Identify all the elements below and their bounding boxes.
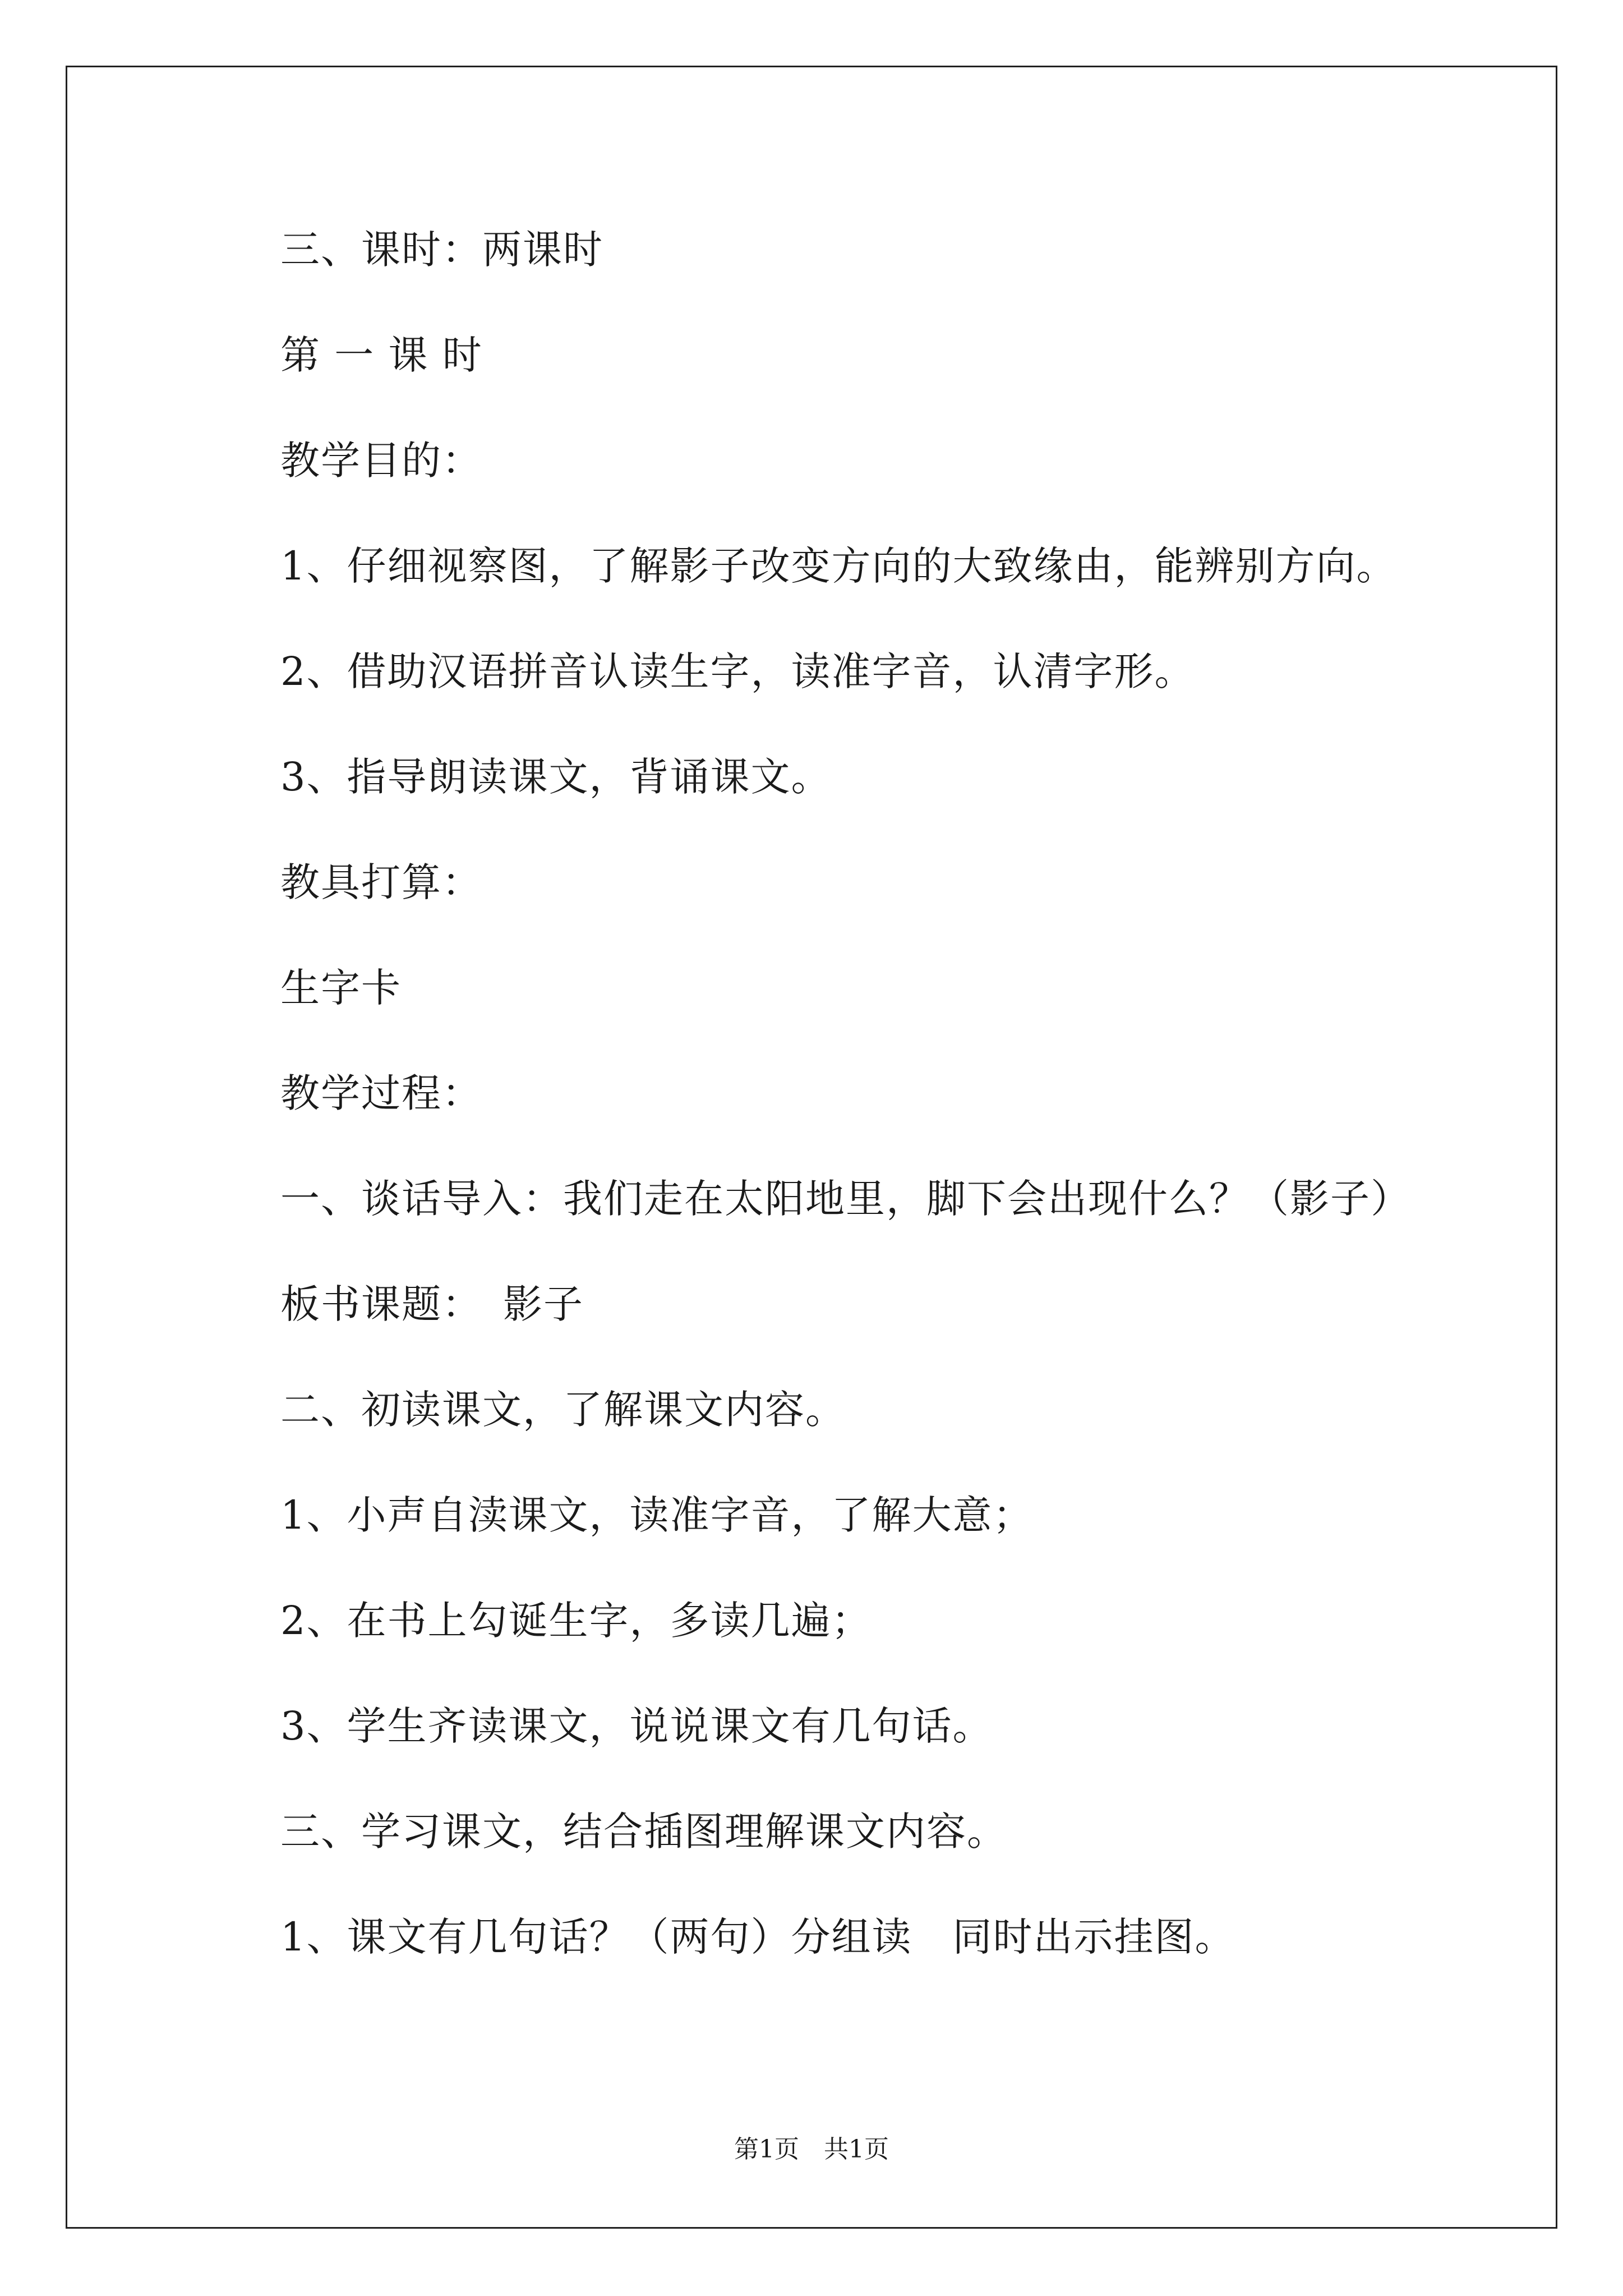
document-body (280, 222, 1486, 2014)
teaching-aid-item: 生字卡 (280, 965, 402, 1011)
goal-item-2: 2、借助汉语拼音认读生字，读准字音，认清字形。 (280, 648, 1195, 694)
heading-teaching-process: 教学过程： (280, 1070, 482, 1116)
process-step-first-reading: 二、初读课文，了解课文内容。 (280, 1387, 846, 1433)
reading-item-1: 1、小声自渎课文，读准字音，了解大意； (280, 1492, 1034, 1538)
goal-item-3: 3、指导朗读课文，背诵课文。 (280, 754, 832, 800)
page-number-footer: 第1页 共1页 (734, 2135, 889, 2164)
heading-teaching-aids: 教具打算： (280, 859, 482, 905)
study-item-1: 1、课文有几句话？（两句）分组读 同时出示挂图。 (280, 1914, 1235, 1960)
process-step-intro: 一、谈话导入：我们走在太阳地里，脚下会出现什么？（影子） (280, 1176, 1411, 1222)
goal-item-1: 1、仔细视察图，了解影子改变方向的大致缘由，能辨别方向。 (280, 543, 1397, 589)
heading-teaching-goals: 教学目的： (280, 438, 482, 484)
process-step-study-text: 三、学习课文，结合插图理解课文内容。 (280, 1809, 1007, 1855)
section-heading-lesson-hours: 三、课时：两课时 (280, 227, 603, 273)
reading-item-3: 3、学生齐读课文，说说课文有几句话。 (280, 1703, 993, 1749)
lesson-title-first: 第 一 课 时 (280, 332, 483, 378)
reading-item-2: 2、在书上勾诞生字，多读几遍； (280, 1598, 872, 1644)
board-title: 板书课题： 影子 (280, 1281, 584, 1327)
